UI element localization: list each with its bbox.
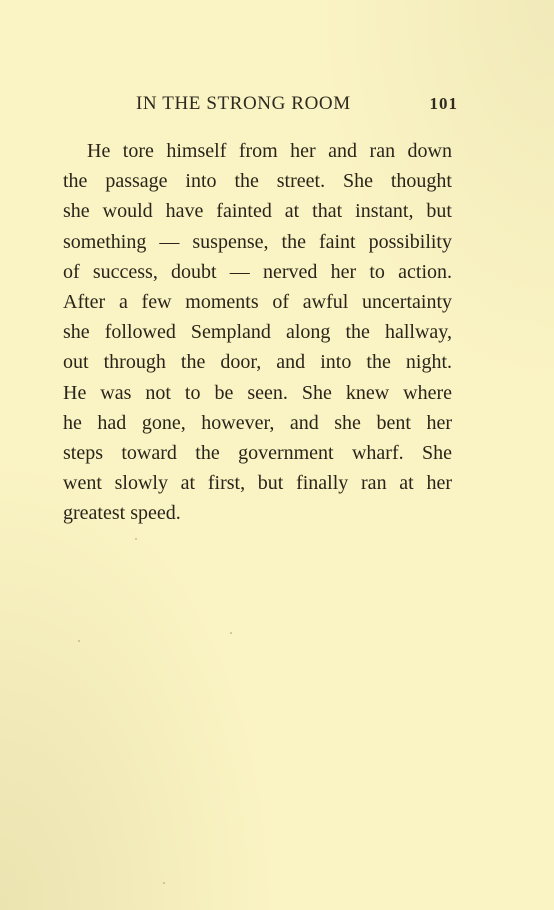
text-line: the passage into the street. She thought	[63, 170, 452, 193]
running-head	[136, 93, 458, 117]
paper-speck	[230, 632, 232, 634]
running-title: IN THE STRONG ROOM	[136, 93, 351, 114]
text-line: After a few moments of awful uncertainty	[63, 290, 452, 313]
text-line: out through the door, and into the night.	[63, 351, 452, 374]
page-number: 101	[429, 94, 458, 113]
text-line: he had gone, however, and she bent her	[63, 411, 452, 434]
text-line: she followed Sempland along the hallway,	[63, 321, 452, 344]
paper-speck	[78, 640, 80, 642]
text-line: greatest speed.	[63, 502, 181, 525]
paper-speck	[163, 882, 165, 884]
text-line: of success, doubt — nerved her to action.	[63, 260, 452, 283]
body-paragraph	[63, 136, 452, 528]
paper-speck	[135, 538, 137, 540]
text-line: He tore himself from her and ran down	[87, 140, 452, 162]
text-line: steps toward the government wharf. She	[63, 441, 452, 464]
text-line: something — suspense, the faint possibility	[63, 230, 452, 253]
text-line: went slowly at first, but finally ran at her	[63, 472, 452, 495]
text-line: she would have fainted at that instant, but	[63, 200, 452, 223]
text-line: He was not to be seen. She knew where	[63, 381, 452, 404]
